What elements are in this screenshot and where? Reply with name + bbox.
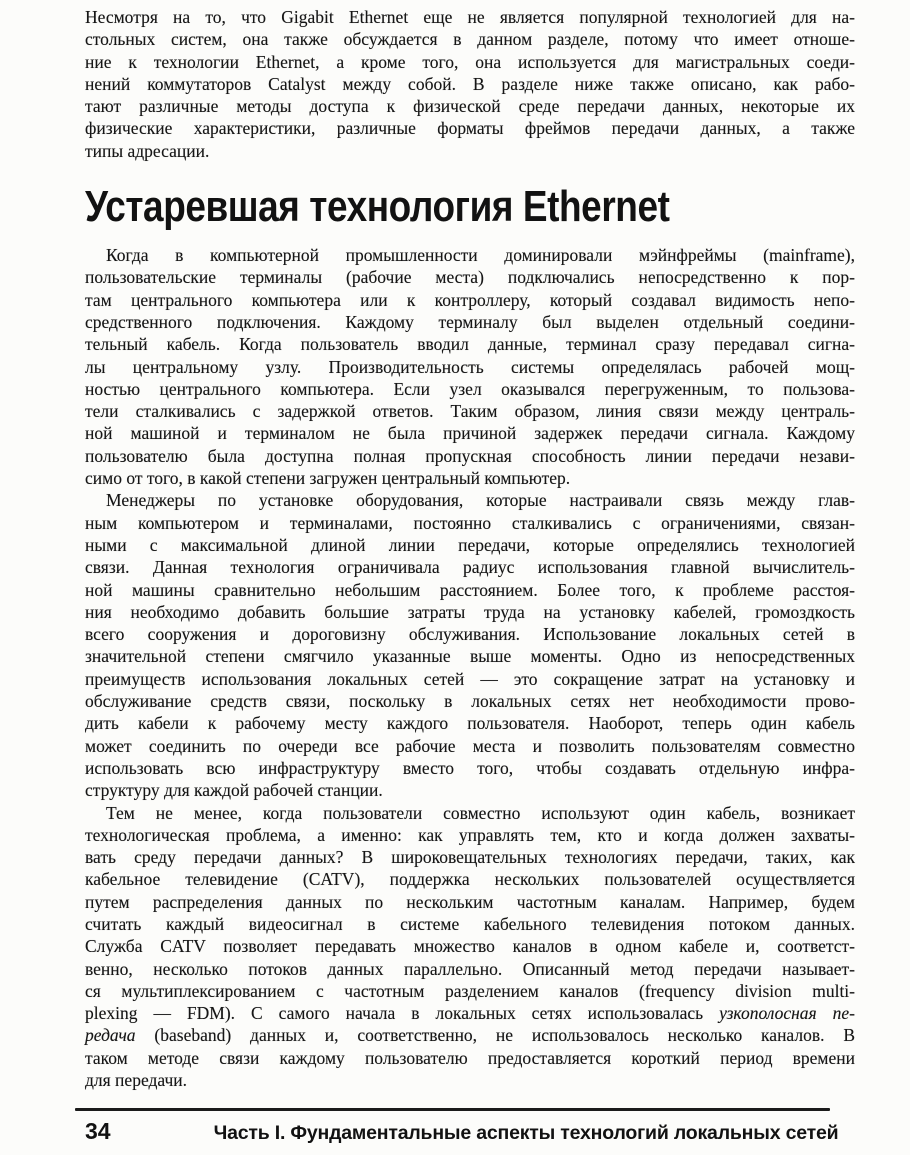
text-line: там центрального компьютера или к контроллеру, который создавал видимость непо-: [85, 289, 855, 310]
paragraph: [85, 244, 855, 489]
text-line: Несмотря на то, что Gigabit Ethernet еще не является популярной технологией для на-: [85, 7, 855, 27]
text-line: считать каждый видеосигнал в системе кабельного телевидения потоком данных.: [85, 913, 855, 934]
intro-section: [85, 6, 855, 162]
text-line: ние к технологии Ethernet, а кроме того, она используется для магистральных соеди-: [85, 51, 855, 72]
text-line: тают различные методы доступа к физической среде передачи данных, некоторые их: [85, 96, 855, 117]
text-line: может соединить по очереди все рабочие места и позволить пользователям совместно: [85, 735, 855, 756]
text-line: редача (baseband) данных и, соответственно, не использовалось несколько каналов. В: [85, 1025, 855, 1046]
section-heading: Устаревшая технология Ethernet: [85, 182, 670, 232]
text-line: структуру для каждой рабочей станции.: [85, 780, 383, 801]
text-line: значительной степени смягчило указанные выше моменты. Одно из непосредственных: [85, 646, 855, 667]
text-line: дить кабели к рабочему месту каждого пользователя. Наоборот, теперь один кабель: [85, 713, 855, 734]
text-line: физические характеристики, различные форматы фреймов передачи данных, а также: [85, 118, 855, 139]
text-line: Когда в компьютерной промышленности доминировали мэйнфреймы (mainframe),: [106, 245, 855, 266]
footer-row: [85, 1111, 855, 1145]
text-line: преимуществ использования локальных сетей — это сокращение затрат на установку и: [85, 668, 855, 689]
page-number: 34: [85, 1118, 111, 1145]
text-line: Служба CATV позволяет передавать множество каналов в одном кабеле и, соответст-: [85, 936, 855, 957]
text-line: plexing — FDM). С самого начала в локальных сетях использовалась узкополосная пе-: [85, 1003, 855, 1024]
text-line: ной машиной и терминалом не была причиной задержек передачи сигнала. Каждому: [85, 423, 855, 444]
text-line: вать среду передачи данных? В широковещательных технологиях передачи, таких, как: [85, 847, 855, 868]
text-line: ностью центрального компьютера. Если узел оказывался перегруженным, то пользова-: [85, 378, 855, 399]
text-line: нений коммутаторов Catalyst между собой. В разделе ниже также описано, как рабо-: [85, 73, 855, 94]
paragraph: [85, 489, 855, 801]
paragraph: [85, 6, 855, 162]
text-line: технологическая проблема, а именно: как управлять тем, кто и когда должен захваты-: [85, 824, 855, 845]
text-line: венно, несколько потоков данных параллельно. Описанный метод передачи называет-: [85, 958, 855, 979]
text-line: Менеджеры по установке оборудования, которые настраивали связь между глав-: [106, 490, 855, 511]
text-line: лы центральному узлу. Производительность системы определялась рабочей мощ-: [85, 356, 855, 377]
text-line: для передачи.: [85, 1070, 187, 1091]
text-line: использовать всю инфраструктуру вместо того, чтобы создавать отдельную инфра-: [85, 757, 855, 778]
body-section: [85, 244, 855, 1091]
footer-chapter-title: Часть I. Фундаментальные аспекты технологий локальных сетей: [213, 1122, 839, 1145]
page-footer: [85, 1108, 855, 1145]
text-line: тельный кабель. Когда пользователь вводил данные, терминал сразу передавал сигна-: [85, 334, 855, 355]
text-line: кабельное телевидение (CATV), поддержка нескольких пользователей осуществляется: [85, 869, 855, 890]
text-line: ной машины сравнительно небольшим расстоянием. Более того, к проблеме расстоя-: [85, 579, 855, 600]
text-line: связи. Данная технология ограничивала радиус использования главной вычислитель-: [85, 557, 855, 578]
text-line: ным компьютером и терминалами, постоянно сталкивались с ограничениями, связан-: [85, 512, 855, 533]
text-line: ния необходимо добавить большие затраты труда на установку кабелей, громоздкость: [85, 601, 855, 622]
text-line: таком методе связи каждому пользователю предоставляется короткий период времени: [85, 1047, 855, 1068]
text-line: симо от того, в какой степени загружен центральный компьютер.: [85, 468, 571, 489]
text-line: Тем не менее, когда пользователи совместно используют один кабель, возникает: [106, 802, 855, 823]
paragraph: [85, 802, 855, 1092]
text-line: обслуживание средств связи, поскольку в локальных сетях нет необходимости прово-: [85, 691, 855, 712]
text-line: ся мультиплексированием с частотным разделением каналов (frequency division multi-: [85, 980, 855, 1001]
text-line: пользователю была доступна полная пропускная способность линии передачи незави-: [85, 445, 855, 466]
text-line: всего сооружения и дороговизну обслуживания. Использование локальных сетей в: [85, 624, 855, 645]
text-line: тели сталкивались с задержкой ответов. Таким образом, линия связи между централь-: [85, 401, 855, 422]
text-line: пользовательские терминалы (рабочие места) подключались непосредственно к пор-: [85, 267, 855, 288]
text-line: ными с максимальной длиной линии передачи, которые определялись технологией: [85, 534, 855, 555]
text-line: типы адресации.: [85, 140, 210, 161]
text-line: путем распределения данных по нескольким частотным каналам. Например, будем: [85, 891, 855, 912]
text-line: стольных систем, она также обсуждается в данном разделе, потому что имеет отноше-: [85, 29, 855, 50]
text-line: средственного подключения. Каждому терминалу был выделен отдельный соедини-: [85, 311, 855, 332]
